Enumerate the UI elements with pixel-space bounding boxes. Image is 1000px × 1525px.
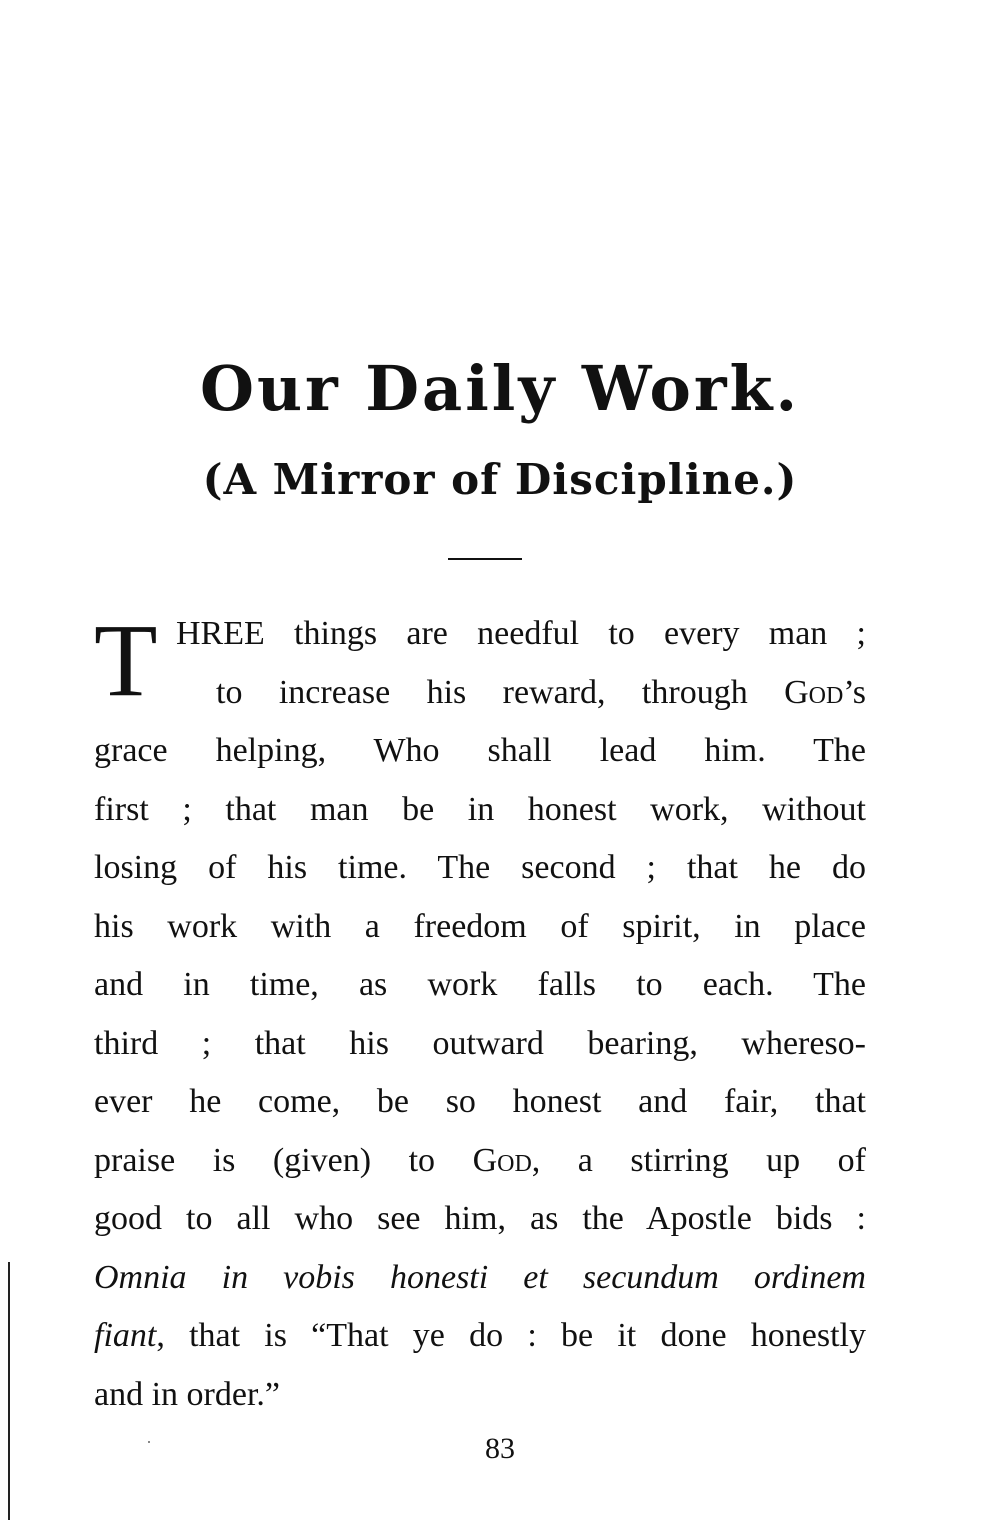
text-line [94, 956, 866, 1015]
text-run: praise is (given) to [94, 1141, 473, 1179]
text-line [94, 1307, 866, 1366]
text-line [94, 839, 866, 898]
body-text [94, 605, 866, 1424]
text-run: Omnia in vobis honesti et secundum ordinem [94, 1258, 866, 1296]
text-run: to increase his reward, through [216, 673, 785, 711]
text-line [94, 605, 866, 664]
text-line [94, 898, 866, 957]
text-line [94, 1366, 866, 1425]
print-speck [148, 1441, 150, 1443]
title-divider [448, 558, 522, 560]
text-line [94, 1073, 866, 1132]
text-run: , that is “That ye do : be it done honestly [156, 1317, 866, 1354]
text-run: and in time, as work falls to each. The [94, 966, 866, 1003]
text-line [94, 1132, 866, 1191]
text-run: his work with a freedom of spirit, in place [94, 907, 866, 945]
text-run: first ; that man be in honest work, without [94, 790, 866, 828]
text-run: and in order.” [94, 1375, 280, 1413]
text-line [94, 1190, 866, 1249]
text-line [94, 722, 866, 781]
text-line [94, 781, 866, 840]
text-run: fiant [94, 1317, 157, 1354]
text-run: grace helping, Who shall lead him. The [94, 732, 866, 769]
text-line [94, 1015, 866, 1074]
text-run: ’s [843, 673, 866, 711]
page-number: 83 [485, 1432, 515, 1465]
chapter-subtitle: (A Mirror of Discipline.) [202, 455, 798, 504]
text-run: God [472, 1141, 532, 1179]
text-run: HREE things are needful to every man ; [176, 615, 866, 652]
text-run: losing of his time. The second ; that he do [94, 849, 866, 886]
gutter-rule [8, 1262, 10, 1520]
text-run: God [784, 673, 844, 711]
text-run: good to all who see him, as the Apostle bids : [94, 1200, 866, 1237]
chapter-title: Our Daily Work. [199, 352, 801, 425]
text-line [94, 664, 866, 723]
text-run: third ; that his outward bearing, whereso- [94, 1024, 866, 1062]
text-run: , a stirring up of [531, 1141, 866, 1179]
text-line [94, 1249, 866, 1308]
drop-cap: T [94, 603, 158, 718]
text-run: ever he come, be so honest and fair, that [94, 1083, 866, 1120]
